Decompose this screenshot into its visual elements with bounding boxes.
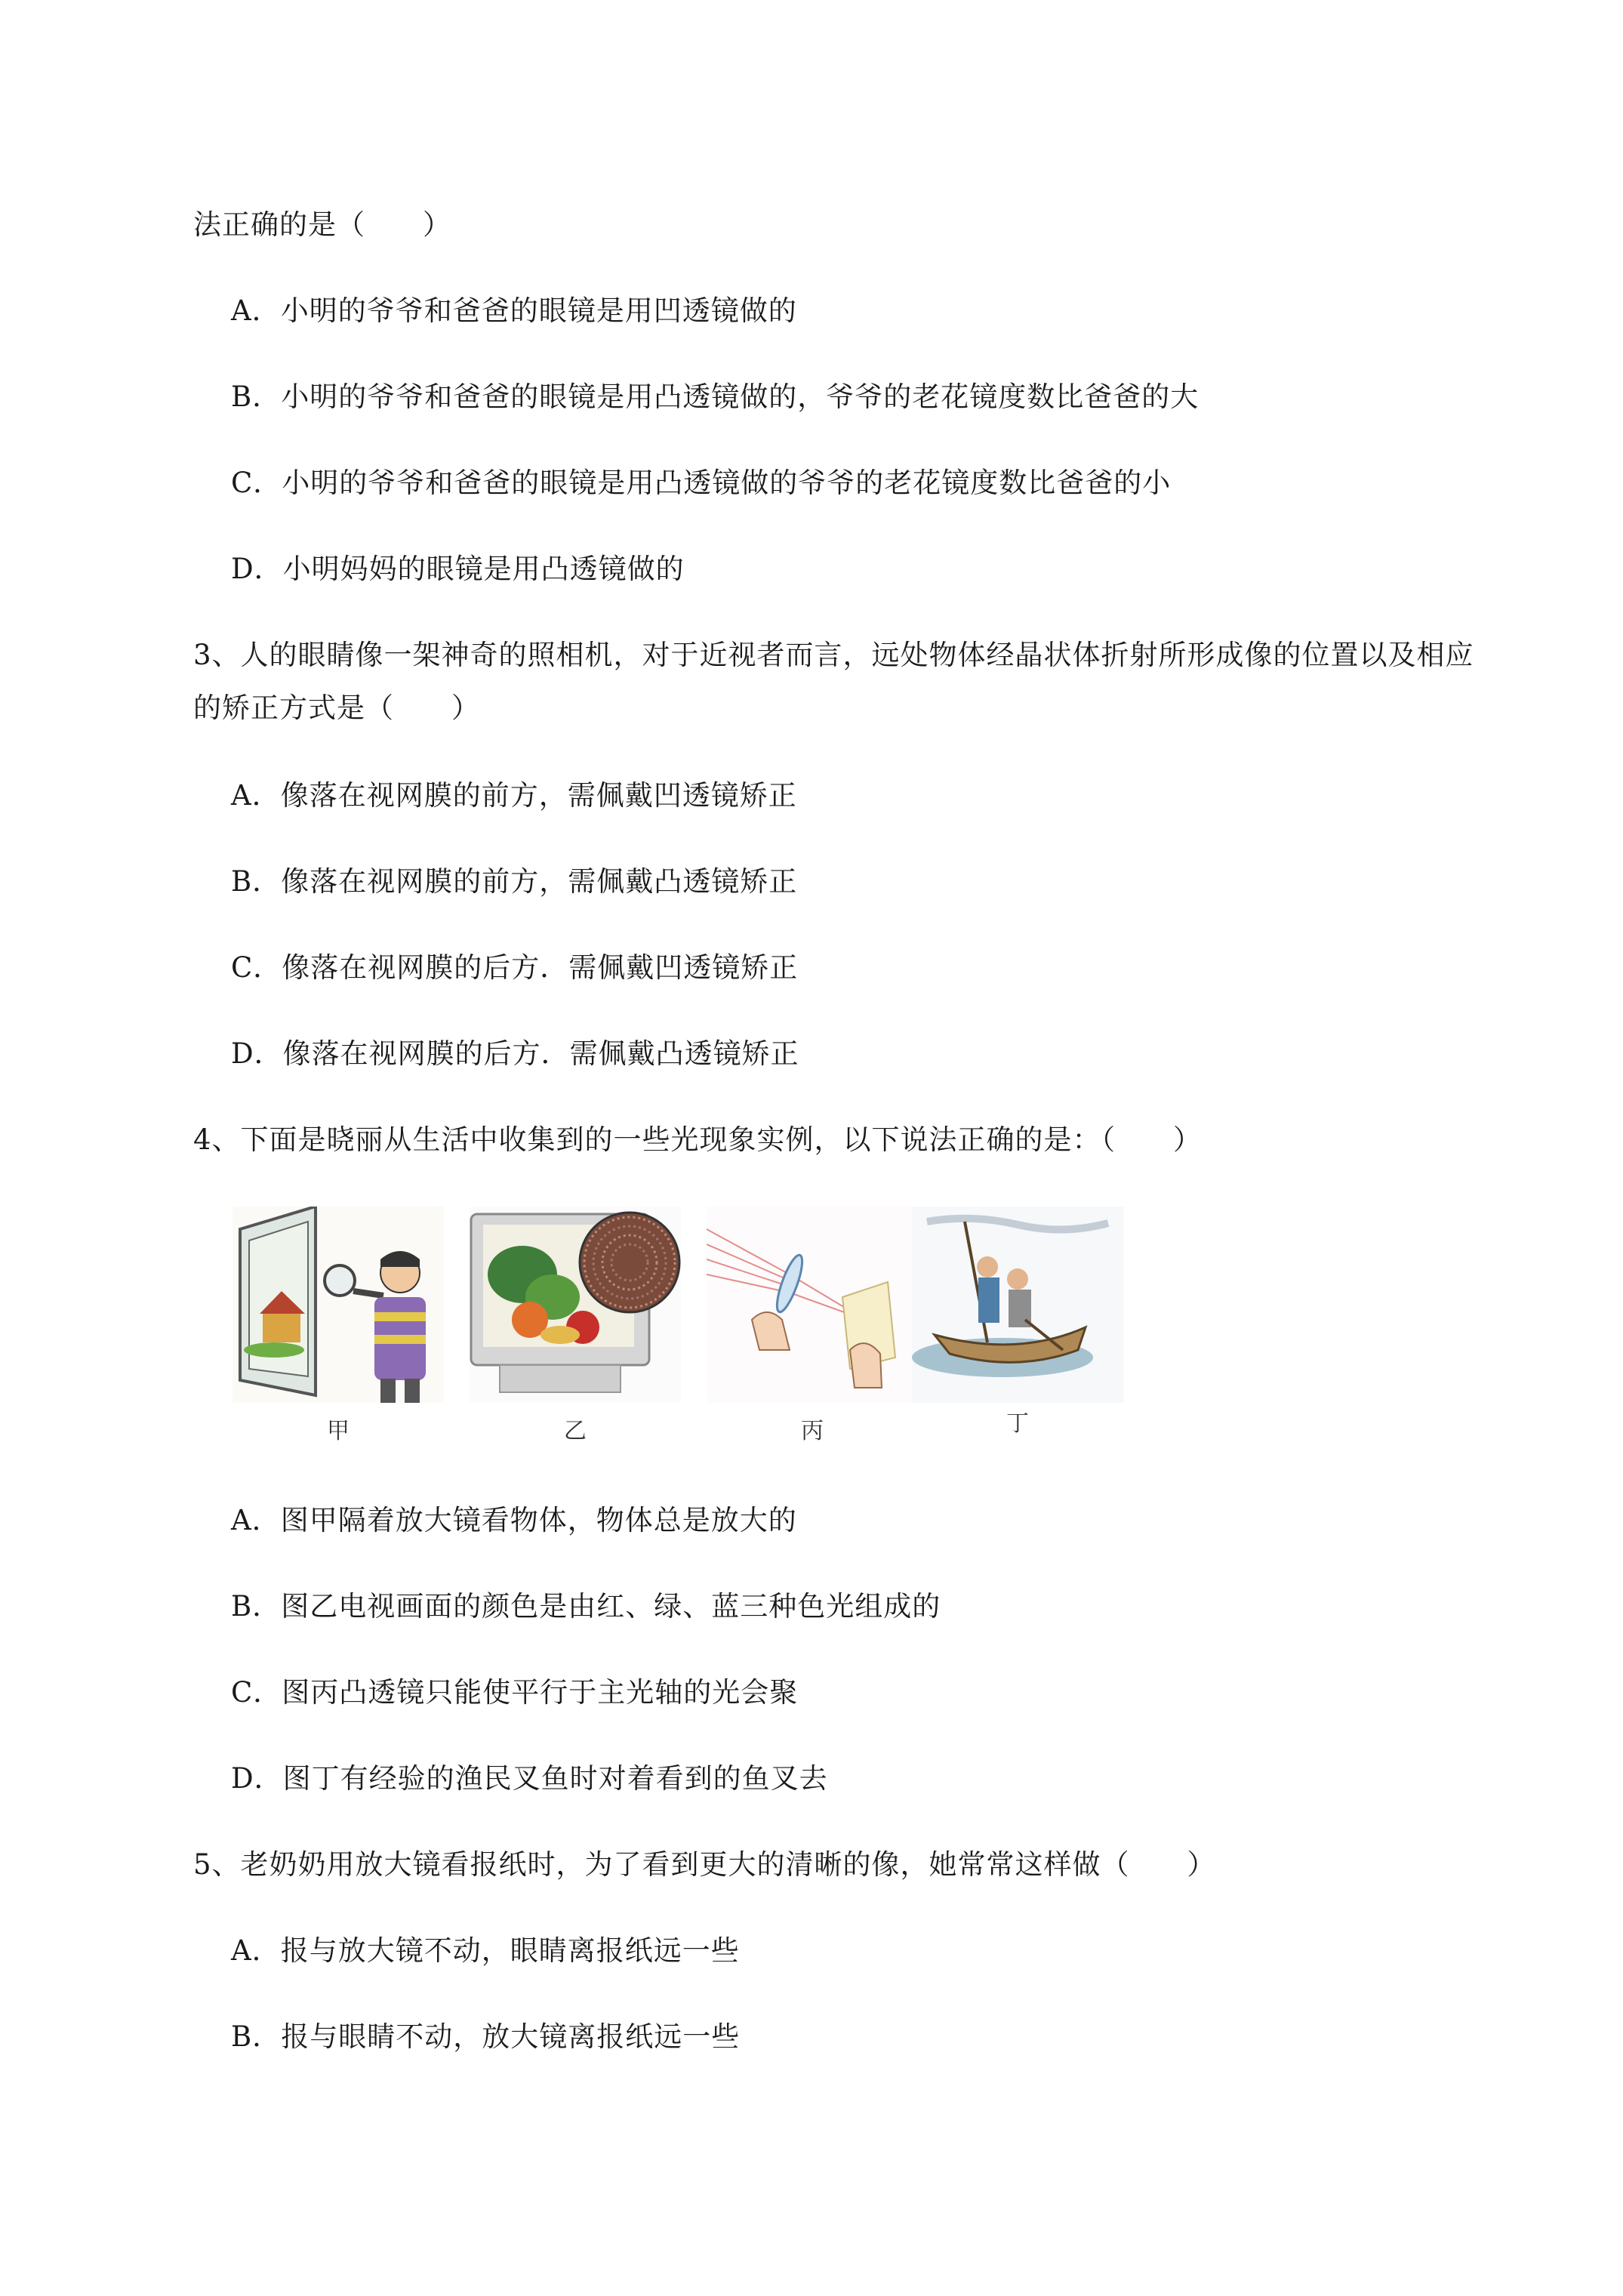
- q2-option-c: C．小明的爷爷和爸爸的眼镜是用凸透镜做的爷爷的老花镜度数比爸爸的小: [231, 467, 1172, 499]
- caption-ding: 丁: [1006, 1410, 1029, 1437]
- q2-option-a: A．小明的爷爷和爸爸的眼镜是用凹透镜做的: [231, 294, 797, 327]
- q5-option-b: B．报与眼睛不动，放大镜离报纸远一些: [231, 2020, 741, 2053]
- q3-stem-line1: 3、人的眼睛像一架神奇的照相机，对于近视者而言，远处物体经晶状体折射所形成像的位置以及相应: [193, 639, 1474, 671]
- q3-option-a: A．像落在视网膜的前方，需佩戴凹透镜矫正: [231, 779, 797, 812]
- q2-option-b: B．小明的爷爷和爸爸的眼镜是用凸透镜做的，爷爷的老花镜度数比爸爸的大: [231, 381, 1200, 413]
- q4-stem: 4、下面是晓丽从生活中收集到的一些光现象实例，以下说法正确的是：（ ）: [193, 1123, 1203, 1156]
- q4-option-d: D．图丁有经验的渔民叉鱼时对着看到的鱼叉去: [231, 1762, 828, 1795]
- q4-option-a: A．图甲隔着放大镜看物体，物体总是放大的: [231, 1504, 797, 1536]
- q3-stem-line2: 的矫正方式是（ ）: [193, 692, 480, 724]
- q3-option-c: C．像落在视网膜的后方．需佩戴凹透镜矫正: [231, 951, 799, 984]
- caption-jia: 甲: [327, 1418, 350, 1444]
- figure-yi-television: [470, 1207, 681, 1403]
- q3-option-d: D．像落在视网膜的后方．需佩戴凸透镜矫正: [231, 1037, 799, 1070]
- q3-option-b: B．像落在视网膜的前方，需佩戴凸透镜矫正: [231, 865, 798, 898]
- figure-ding-fisherman: [912, 1207, 1123, 1403]
- figure-bing-convex-lens: [707, 1207, 918, 1403]
- figure-jia-magnifier: [233, 1207, 444, 1403]
- q5-option-a: A．报与放大镜不动，眼睛离报纸远一些: [231, 1934, 740, 1967]
- caption-bing: 丙: [801, 1418, 824, 1444]
- q2-stem-tail: 法正确的是（ ）: [193, 208, 451, 241]
- q4-figures: [226, 1207, 1132, 1456]
- caption-yi: 乙: [564, 1418, 587, 1444]
- q4-option-c: C．图丙凸透镜只能使平行于主光轴的光会聚: [231, 1676, 799, 1709]
- q4-option-b: B．图乙电视画面的颜色是由红、绿、蓝三种色光组成的: [231, 1590, 941, 1623]
- q5-stem: 5、老奶奶用放大镜看报纸时，为了看到更大的清晰的像，她常常这样做（ ）: [193, 1848, 1216, 1881]
- q2-option-d: D．小明妈妈的眼镜是用凸透镜做的: [231, 553, 685, 585]
